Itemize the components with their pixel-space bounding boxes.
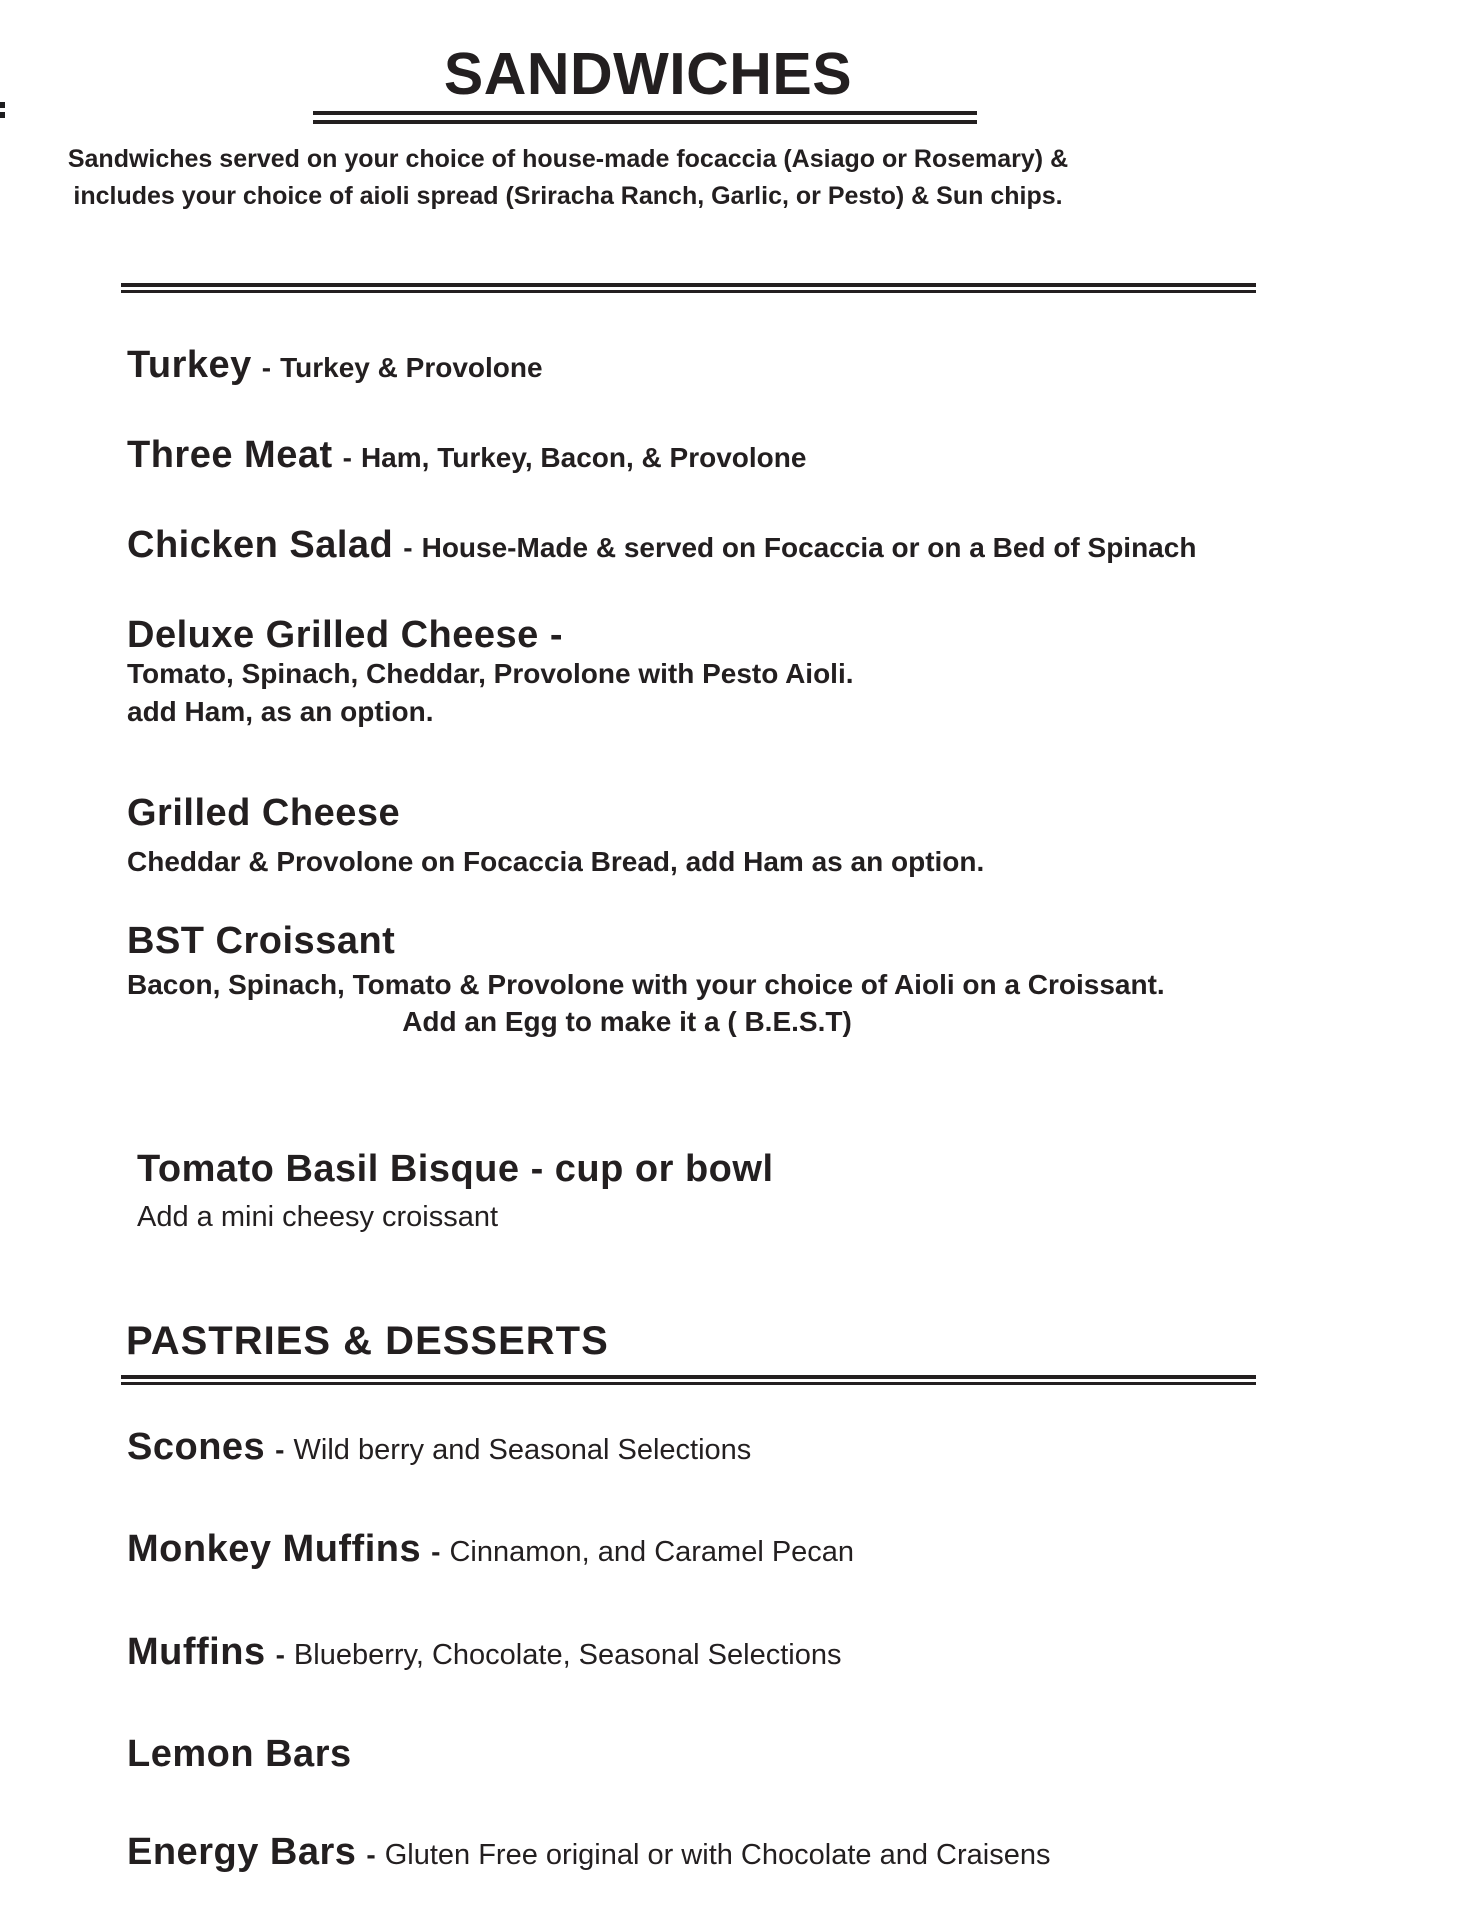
section-divider xyxy=(121,283,1256,293)
item-description-line: Tomato, Spinach, Cheddar, Provolone with Pesto Aioli. xyxy=(127,658,854,689)
menu-description-line-2: includes your choice of aioli spread (Sriracha Ranch, Garlic, or Pesto) & Sun chips. xyxy=(73,182,1063,210)
menu-description-line-1: Sandwiches served on your choice of house-made focaccia (Asiago or Rosemary) & xyxy=(67,145,1069,173)
page-title: SANDWICHES xyxy=(443,41,853,107)
menu-item-lemon-bars xyxy=(127,1735,352,1773)
title-underline xyxy=(313,111,977,124)
item-separator: - xyxy=(342,442,352,473)
item-description: Turkey & Provolone xyxy=(280,352,543,383)
item-name: BST Croissant xyxy=(127,920,396,962)
item-separator: - xyxy=(403,532,413,563)
item-name: Muffins xyxy=(127,1631,266,1673)
item-name: Grilled Cheese xyxy=(127,792,401,834)
item-description-block xyxy=(127,843,984,881)
item-name: Monkey Muffins xyxy=(127,1528,422,1570)
soup-add-on-note: Add a mini cheesy croissant xyxy=(137,1201,499,1233)
item-description: Wild berry and Seasonal Selections xyxy=(293,1434,752,1466)
item-name: Chicken Salad xyxy=(127,524,394,566)
menu-item-deluxe-grilled-cheese xyxy=(127,616,563,654)
menu-description xyxy=(20,141,1116,215)
item-name: Three Meat xyxy=(127,434,333,476)
menu-item-monkey-muffins xyxy=(127,1530,854,1568)
menu-item-grilled-cheese xyxy=(127,794,400,832)
page-edge-artifact xyxy=(0,112,5,118)
item-description-line: Bacon, Spinach, Tomato & Provolone with your choice of Aioli on a Croissant. xyxy=(127,969,1165,1000)
menu-item-turkey xyxy=(127,346,543,384)
menu-item-three-meat xyxy=(127,436,806,474)
section-divider xyxy=(121,1375,1256,1385)
menu-item-bst-croissant xyxy=(127,922,395,960)
section-heading-pastries-desserts: PASTRIES & DESSERTS xyxy=(126,1319,609,1363)
item-description: House-Made & served on Focaccia or on a Bed of Spinach xyxy=(421,532,1197,563)
item-separator: - xyxy=(275,1639,285,1670)
item-description-block xyxy=(127,966,1165,1004)
item-description-line: Cheddar & Provolone on Focaccia Bread, add Ham as an option. xyxy=(127,846,985,877)
item-name: Scones xyxy=(127,1426,266,1468)
item-description-block xyxy=(127,655,854,731)
item-description: Blueberry, Chocolate, Seasonal Selections xyxy=(293,1639,842,1671)
menu-item-scones xyxy=(127,1428,751,1466)
menu-item-chicken-salad xyxy=(127,526,1196,564)
item-separator: - xyxy=(431,1536,441,1567)
item-description: Cinnamon, and Caramel Pecan xyxy=(449,1536,855,1568)
item-separator: - xyxy=(366,1839,376,1870)
item-add-on-note: Add an Egg to make it a ( B.E.S.T) xyxy=(402,1006,852,1037)
item-name: Lemon Bars xyxy=(127,1733,352,1775)
item-name: Deluxe Grilled Cheese - xyxy=(127,614,563,656)
item-separator: - xyxy=(261,352,272,383)
menu-item-tomato-basil-bisque: Tomato Basil Bisque - cup or bowl xyxy=(137,1148,774,1190)
item-description: Gluten Free original or with Chocolate and Craisens xyxy=(384,1839,1051,1871)
item-separator: - xyxy=(275,1434,285,1465)
item-description-line: add Ham, as an option. xyxy=(127,696,434,727)
item-name: Energy Bars xyxy=(127,1831,357,1873)
page-edge-artifact xyxy=(0,102,5,108)
item-name: Turkey xyxy=(127,344,252,386)
item-description: Ham, Turkey, Bacon, & Provolone xyxy=(360,442,807,473)
menu-item-energy-bars xyxy=(127,1833,1050,1871)
menu-item-muffins xyxy=(127,1633,841,1671)
